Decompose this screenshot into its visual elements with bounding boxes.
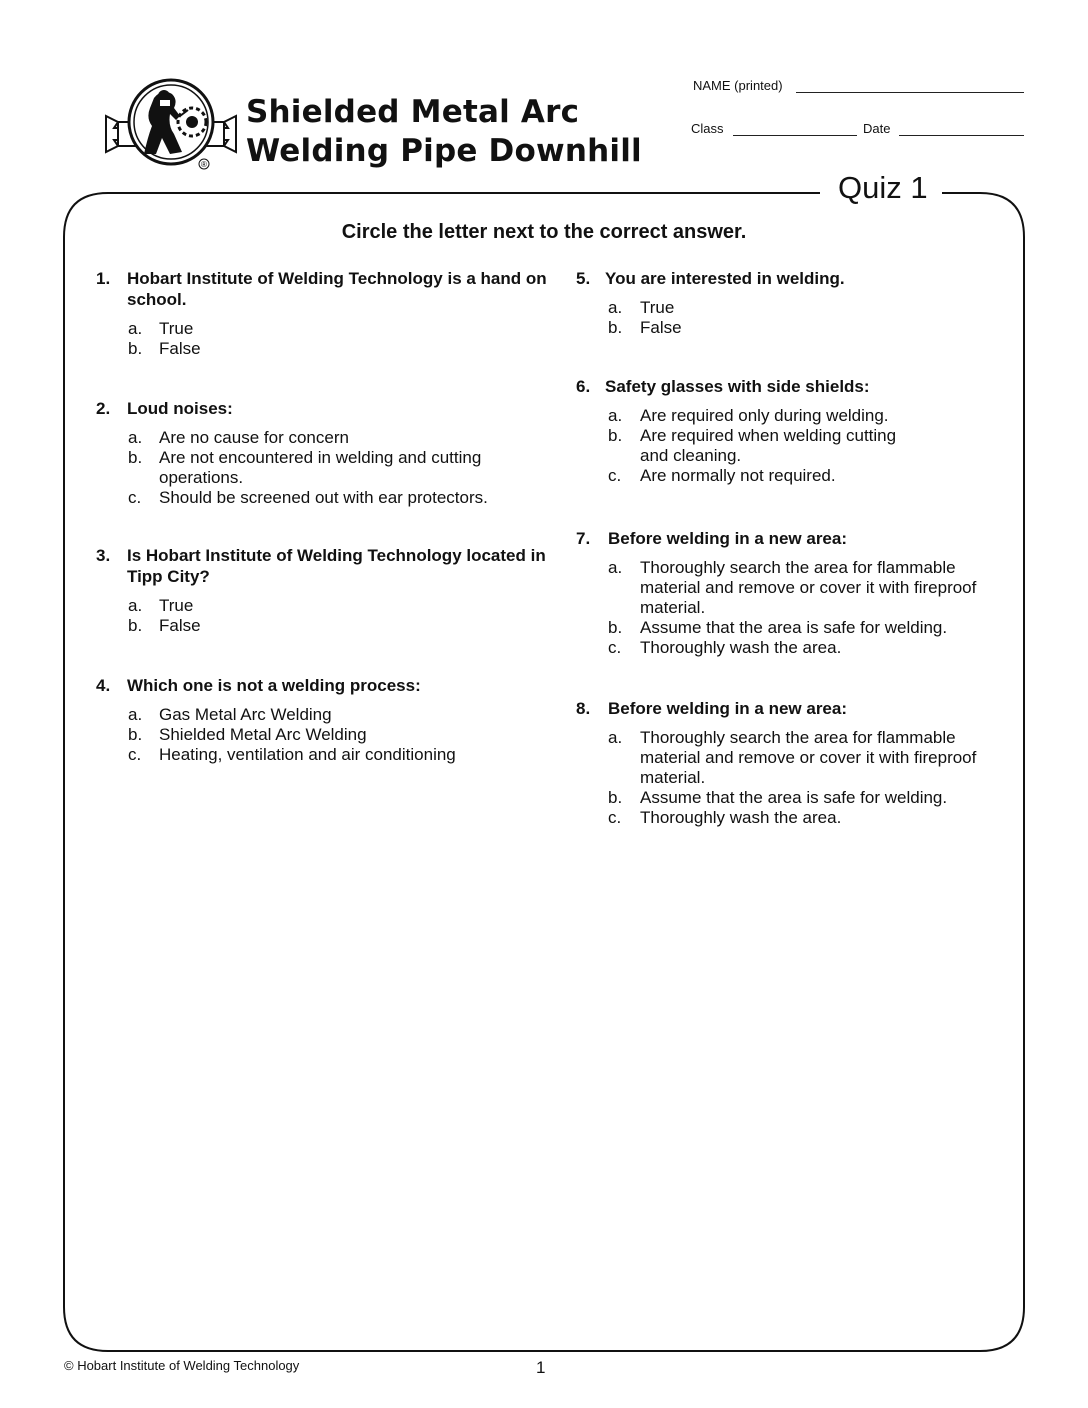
- option-text: Gas Metal Arc Welding: [159, 705, 332, 724]
- option-text: Are no cause for concern: [159, 428, 349, 447]
- question-number: 6.: [576, 377, 591, 396]
- option-text: False: [159, 616, 201, 635]
- answer-option[interactable]: [608, 808, 996, 828]
- document-title-line-1: Shielded Metal Arc: [246, 94, 580, 130]
- question-2: [96, 398, 556, 508]
- option-letter: b.: [608, 426, 623, 445]
- answer-option[interactable]: [608, 638, 996, 658]
- page-number: 1: [536, 1358, 546, 1377]
- answer-options: [96, 596, 556, 636]
- question-number: 4.: [96, 676, 111, 695]
- question-number: 3.: [96, 546, 111, 565]
- answer-option[interactable]: [608, 788, 996, 808]
- option-text: Thoroughly search the area for flammable material and remove or cover it with fireproof material.: [640, 728, 977, 787]
- option-letter: a.: [608, 298, 623, 317]
- answer-option[interactable]: [128, 448, 556, 488]
- option-letter: b.: [128, 339, 143, 358]
- question-number: 8.: [576, 699, 591, 718]
- option-letter: b.: [128, 616, 143, 635]
- option-letter: c.: [128, 488, 142, 507]
- question-number: 7.: [576, 529, 591, 548]
- option-letter: a.: [128, 705, 143, 724]
- document-title-line-2: Welding Pipe Downhill: [246, 133, 642, 169]
- answer-option[interactable]: [608, 728, 996, 788]
- question-4: [96, 675, 556, 765]
- question-number: 2.: [96, 399, 111, 418]
- option-text: True: [159, 319, 194, 338]
- answer-options: [576, 728, 996, 828]
- answer-option[interactable]: [608, 466, 996, 486]
- option-letter: b.: [608, 788, 623, 807]
- option-letter: c.: [608, 466, 622, 485]
- question-text: Loud noises:: [127, 399, 233, 418]
- option-letter: a.: [128, 428, 143, 447]
- answer-option[interactable]: [608, 426, 996, 466]
- option-text: Thoroughly wash the area.: [640, 808, 842, 827]
- question-number: 1.: [96, 269, 111, 288]
- option-letter: b.: [608, 618, 623, 637]
- option-text: Are not encountered in welding and cutting operations.: [159, 448, 482, 487]
- option-letter: c.: [608, 808, 622, 827]
- answer-options: [576, 298, 996, 338]
- class-label: Class: [691, 121, 724, 136]
- name-label: NAME (printed): [693, 78, 783, 93]
- option-text: Are required when welding cutting and cleaning.: [640, 426, 897, 465]
- question-text: Before welding in a new area:: [608, 529, 848, 548]
- question-8: [576, 698, 996, 828]
- answer-option[interactable]: [128, 488, 556, 508]
- registered-mark: ®: [201, 160, 207, 169]
- answer-options: [576, 406, 996, 486]
- question-text: You are interested in welding.: [605, 269, 845, 288]
- date-label: Date: [863, 121, 891, 136]
- option-letter: a.: [128, 319, 143, 338]
- option-text: Assume that the area is safe for welding.: [640, 618, 948, 637]
- answer-option[interactable]: [608, 298, 996, 318]
- quiz-label: Quiz 1: [838, 170, 928, 205]
- option-text: Thoroughly wash the area.: [640, 638, 842, 657]
- answer-options: [96, 705, 556, 765]
- option-text: True: [640, 298, 675, 317]
- answer-option[interactable]: [128, 705, 556, 725]
- option-text: Shielded Metal Arc Welding: [159, 725, 367, 744]
- option-letter: a.: [608, 558, 623, 577]
- answer-option[interactable]: [608, 618, 996, 638]
- option-letter: b.: [128, 448, 143, 467]
- question-text: Hobart Institute of Welding Technology is a hand on school.: [127, 269, 547, 309]
- instructions: Circle the letter next to the correct answer.: [341, 221, 747, 243]
- question-text: Is Hobart Institute of Welding Technology located in Tipp City?: [127, 546, 546, 586]
- answer-options: [96, 319, 556, 359]
- option-text: Are normally not required.: [640, 466, 836, 485]
- option-text: Should be screened out with ear protectors.: [159, 488, 488, 507]
- question-3: [96, 545, 556, 636]
- question-number: 5.: [576, 269, 591, 288]
- option-letter: a.: [128, 596, 143, 615]
- answer-option[interactable]: [128, 616, 556, 636]
- option-text: Are required only during welding.: [640, 406, 889, 425]
- option-text: True: [159, 596, 194, 615]
- question-text: Safety glasses with side shields:: [605, 377, 870, 396]
- option-letter: a.: [608, 728, 623, 747]
- question-text: Before welding in a new area:: [608, 699, 848, 718]
- option-text: Assume that the area is safe for welding.: [640, 788, 948, 807]
- answer-option[interactable]: [128, 596, 556, 616]
- answer-option[interactable]: [608, 318, 996, 338]
- answer-option[interactable]: [128, 339, 556, 359]
- question-6: [576, 376, 996, 486]
- answer-option[interactable]: [608, 406, 996, 426]
- question-text: Which one is not a welding process:: [127, 676, 421, 695]
- answer-option[interactable]: [608, 558, 996, 618]
- answer-option[interactable]: [128, 428, 556, 448]
- option-text: Thoroughly search the area for flammable material and remove or cover it with fireproof material.: [640, 558, 977, 617]
- question-5: [576, 268, 996, 338]
- option-letter: b.: [128, 725, 143, 744]
- question-1: [96, 268, 556, 359]
- option-letter: c.: [608, 638, 622, 657]
- answer-options: [576, 558, 996, 658]
- question-7: [576, 528, 996, 658]
- answer-option[interactable]: [128, 319, 556, 339]
- answer-options: [96, 428, 556, 508]
- option-text: False: [640, 318, 682, 337]
- footer-copyright: © Hobart Institute of Welding Technology: [64, 1358, 300, 1373]
- answer-option[interactable]: [128, 745, 556, 765]
- option-letter: c.: [128, 745, 142, 764]
- option-letter: b.: [608, 318, 623, 337]
- option-letter: a.: [608, 406, 623, 425]
- option-text: False: [159, 339, 201, 358]
- answer-option[interactable]: [128, 725, 556, 745]
- option-text: Heating, ventilation and air conditioning: [159, 745, 456, 764]
